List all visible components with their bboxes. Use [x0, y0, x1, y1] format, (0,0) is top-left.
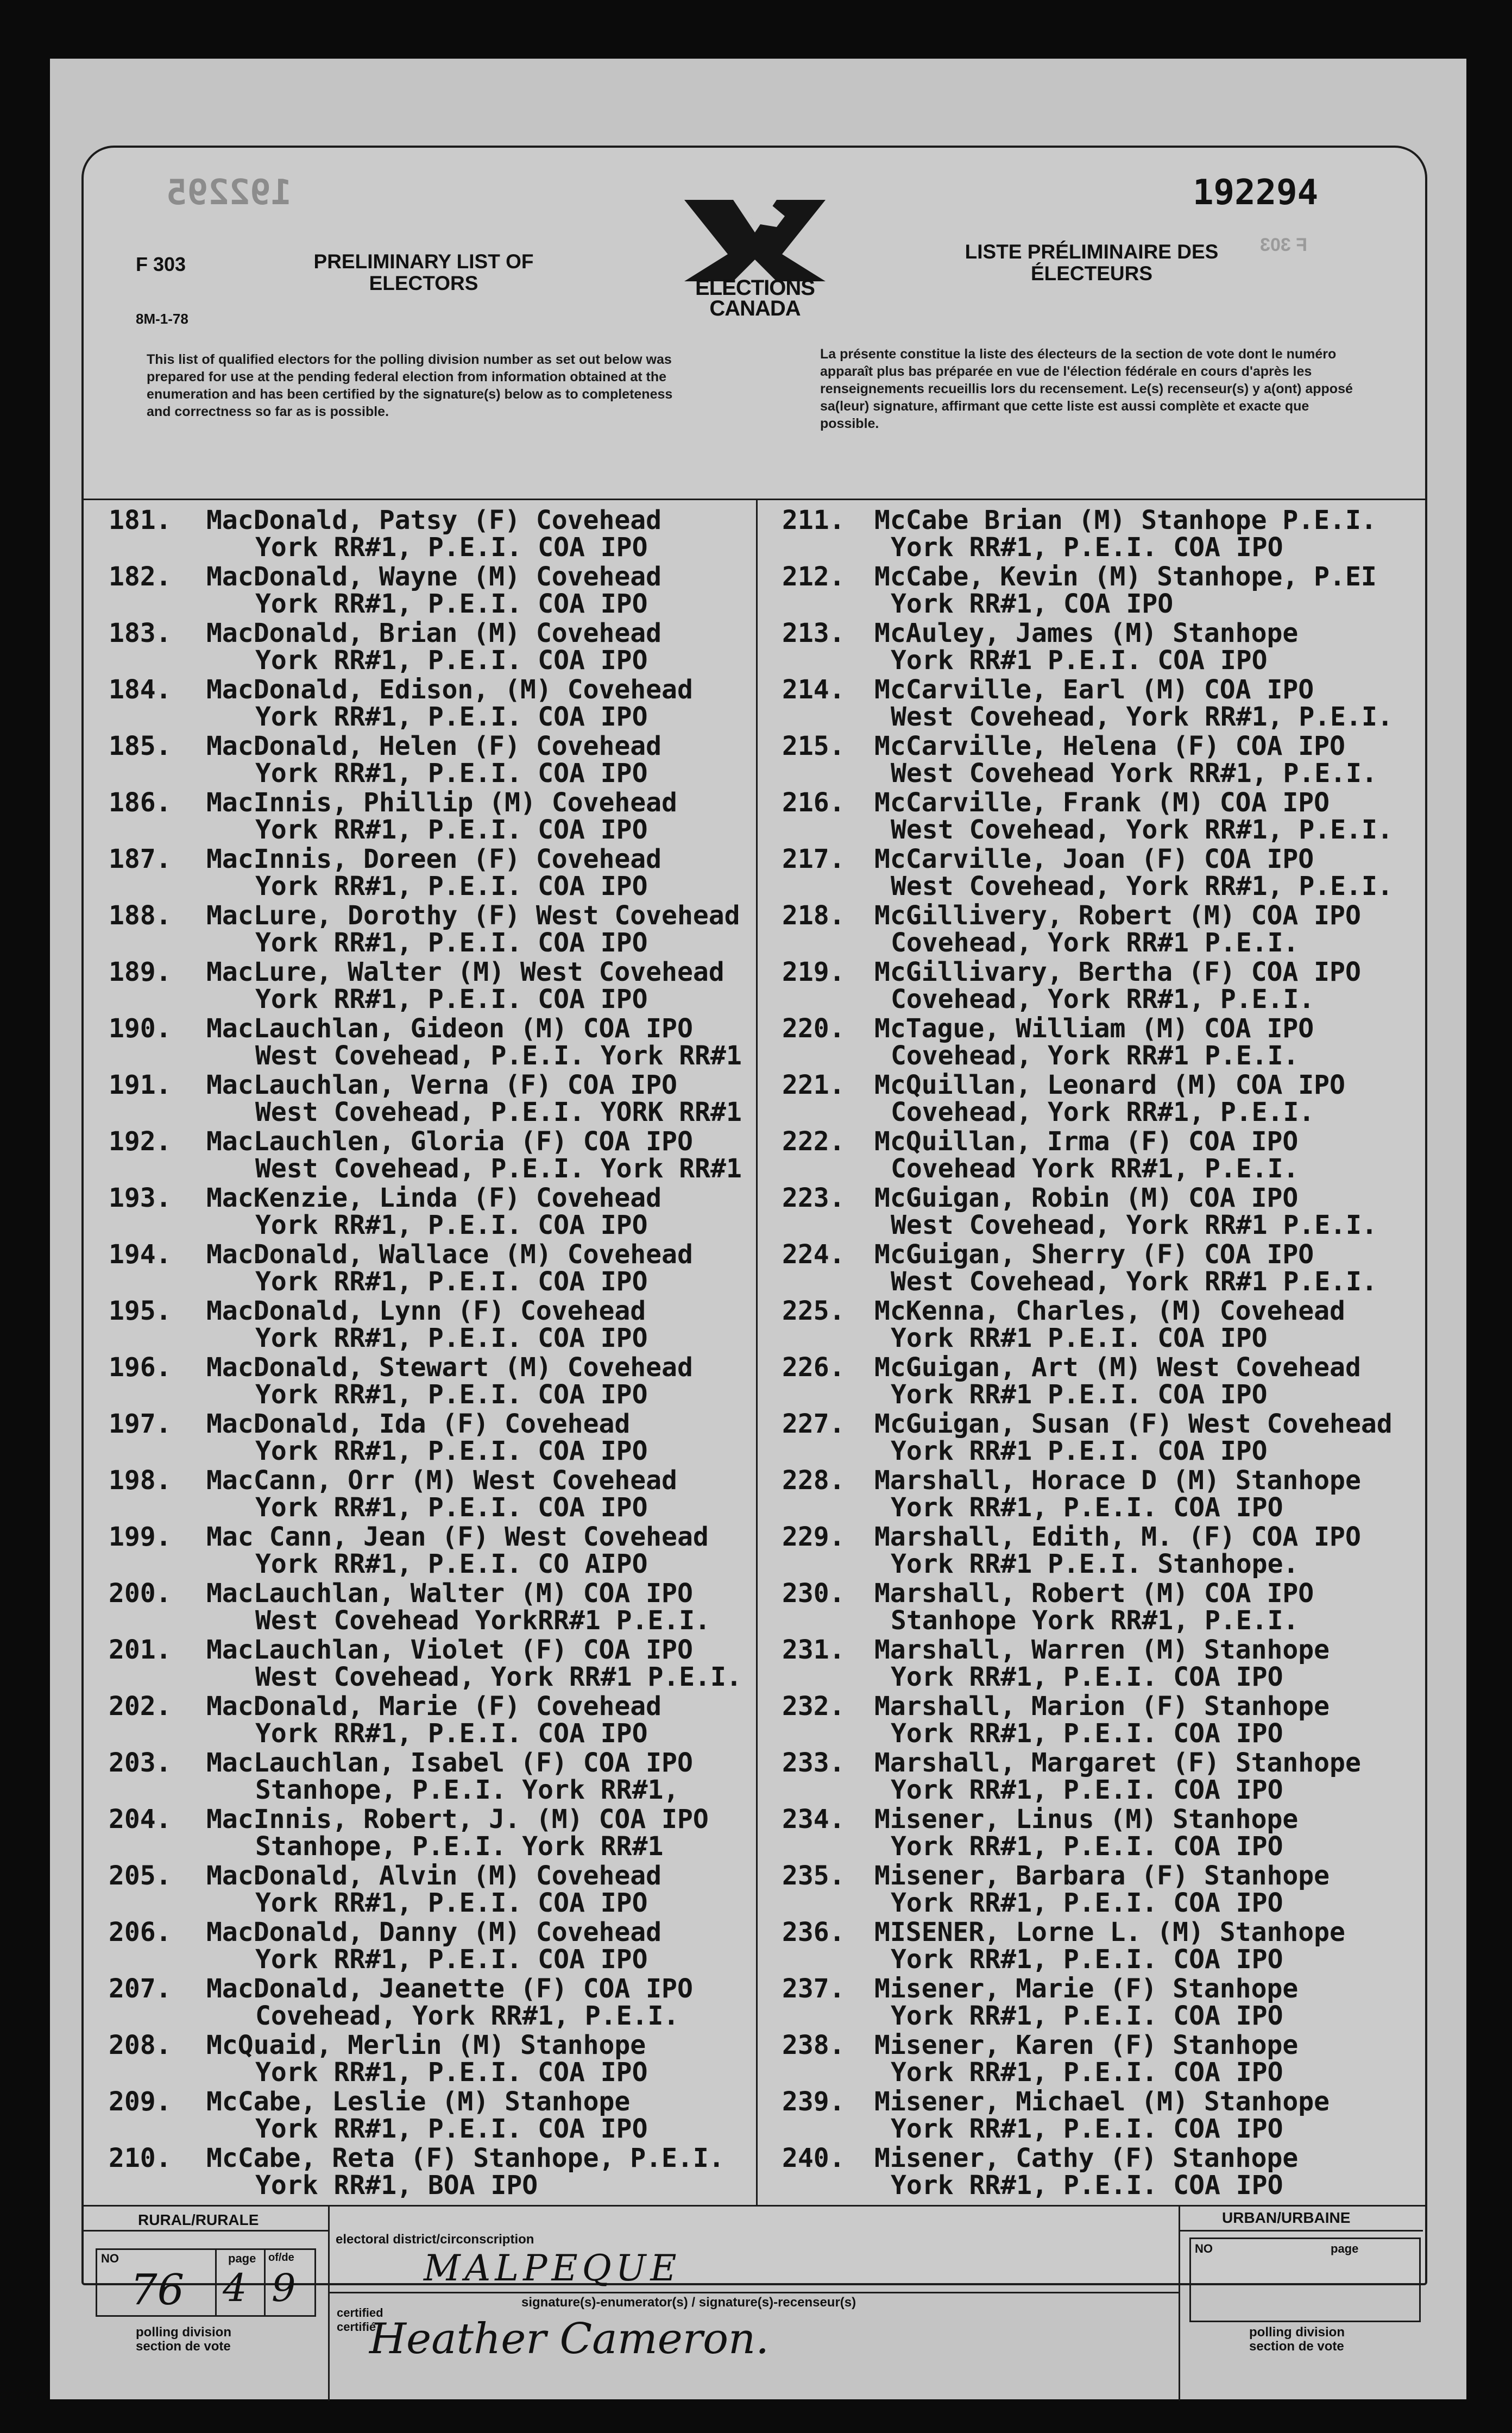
elector-number: 238.: [782, 2030, 845, 2060]
elector-number: 237.: [782, 1974, 845, 2004]
elector-address-line: York RR#1, P.E.I. COA IPO: [255, 815, 648, 845]
elector-name-line: McGuigan, Sherry (F) COA IPO: [874, 1239, 1314, 1270]
elector-name-line: MacKenzie, Linda (F) Covehead: [206, 1183, 662, 1213]
rural-divider: [84, 2230, 328, 2232]
elector-name-line: MacDonald, Alvin (M) Covehead: [206, 1861, 662, 1891]
form-code: F 303: [136, 253, 186, 275]
elector-address-line: York RR#1, P.E.I. COA IPO: [255, 589, 648, 619]
intro-english: This list of qualified electors for the polling division number as set out below was prepared for use at the pending federal election from information obtained at the enumeration and has been certified by the signature(s) below as to completeness and correctness so far as is possible.: [147, 352, 673, 419]
elector-number: 217.: [782, 844, 845, 874]
elector-number: 236.: [782, 1917, 845, 1947]
elector-name-line: MacDonald, Ida (F) Covehead: [206, 1409, 631, 1439]
elector-number: 183.: [109, 618, 172, 648]
elector-number: 225.: [782, 1296, 845, 1326]
elector-address-line: York RR#1, BOA IPO: [255, 2170, 538, 2201]
elector-address-line: West Covehead, P.E.I. YORK RR#1: [255, 1097, 742, 1127]
elector-address-line: York RR#1, P.E.I. CO AIPO: [255, 1549, 648, 1579]
elector-number: 211.: [782, 505, 845, 535]
elector-address-line: York RR#1, COA IPO: [891, 589, 1174, 619]
elector-name-line: MacLauchlan, Violet (F) COA IPO: [206, 1635, 693, 1665]
elector-number: 203.: [109, 1748, 172, 1778]
elector-name-line: McGuigan, Susan (F) West Covehead: [874, 1409, 1393, 1439]
serial-number: 192294: [1193, 173, 1319, 213]
elector-address-line: York RR#1, P.E.I. COA IPO: [255, 928, 648, 958]
elector-name-line: Misener, Linus (M) Stanhope: [874, 1804, 1299, 1835]
elector-name-line: McCarville, Frank (M) COA IPO: [874, 787, 1330, 818]
elector-name-line: MacDonald, Marie (F) Covehead: [206, 1691, 662, 1722]
elector-name-line: Misener, Cathy (F) Stanhope: [874, 2143, 1299, 2173]
elector-address-line: York RR#1, P.E.I. COA IPO: [891, 1662, 1283, 1692]
elector-number: 201.: [109, 1635, 172, 1665]
elector-number: 220.: [782, 1013, 845, 1044]
elector-name-line: McGuigan, Robin (M) COA IPO: [874, 1183, 1299, 1213]
elector-name-line: MacLauchlen, Gloria (F) COA IPO: [206, 1126, 693, 1157]
elector-address-line: York RR#1, P.E.I. COA IPO: [891, 2170, 1283, 2201]
page-box-divider: [264, 2248, 266, 2317]
elector-name-line: McCarville, Earl (M) COA IPO: [874, 675, 1314, 705]
ghost-form-code: F 303: [1260, 235, 1307, 255]
elector-number: 239.: [782, 2087, 845, 2117]
elector-name-line: MacLauchlan, Gideon (M) COA IPO: [206, 1013, 693, 1044]
elector-address-line: York RR#1, P.E.I. COA IPO: [255, 1944, 648, 1975]
elector-number: 190.: [109, 1013, 172, 1044]
elector-address-line: York RR#1 P.E.I. COA IPO: [891, 1323, 1268, 1353]
elector-number: 223.: [782, 1183, 845, 1213]
elector-number: 197.: [109, 1409, 172, 1439]
elector-address-line: York RR#1, P.E.I. COA IPO: [255, 532, 648, 563]
page-number: 4: [223, 2266, 247, 2310]
elector-number: 189.: [109, 957, 172, 987]
elector-number: 185.: [109, 731, 172, 761]
elector-address-line: York RR#1 P.E.I. Stanhope.: [891, 1549, 1299, 1579]
elector-name-line: MacDonald, Wayne (M) Covehead: [206, 562, 662, 592]
elector-address-line: Covehead, York RR#1 P.E.I.: [891, 928, 1299, 958]
elector-address-line: York RR#1, P.E.I. COA IPO: [891, 1944, 1283, 1975]
page-of-label: of/de: [268, 2252, 294, 2264]
elector-address-line: York RR#1, P.E.I. COA IPO: [255, 702, 648, 732]
elector-name-line: MacDonald, Patsy (F) Covehead: [206, 505, 662, 535]
elector-name-line: MISENER, Lorne L. (M) Stanhope: [874, 1917, 1345, 1947]
elector-number: 198.: [109, 1465, 172, 1496]
elector-address-line: York RR#1, P.E.I. COA IPO: [255, 871, 648, 902]
urban-number-box: [1189, 2237, 1421, 2322]
elector-address-line: York RR#1, P.E.I. COA IPO: [255, 1492, 648, 1523]
elector-address-line: York RR#1 P.E.I. COA IPO: [891, 645, 1268, 676]
elector-name-line: McCarville, Joan (F) COA IPO: [874, 844, 1314, 874]
elector-name-line: McQuillan, Irma (F) COA IPO: [874, 1126, 1299, 1157]
elector-name-line: McGillivary, Bertha (F) COA IPO: [874, 957, 1361, 987]
elector-number: 215.: [782, 731, 845, 761]
elector-address-line: York RR#1, P.E.I. COA IPO: [891, 2114, 1283, 2144]
elector-name-line: McCabe, Reta (F) Stanhope, P.E.I.: [206, 2143, 724, 2173]
elector-address-line: West Covehead, York RR#1, P.E.I.: [891, 702, 1393, 732]
elector-name-line: Marshall, Robert (M) COA IPO: [874, 1578, 1314, 1609]
elector-address-line: York RR#1, P.E.I. COA IPO: [255, 2057, 648, 2088]
elector-name-line: Misener, Karen (F) Stanhope: [874, 2030, 1299, 2060]
certified-en: certified: [337, 2306, 383, 2319]
elector-name-line: MacDonald, Helen (F) Covehead: [206, 731, 662, 761]
urban-divider: [1179, 2230, 1423, 2232]
elector-address-line: York RR#1, P.E.I. COA IPO: [891, 532, 1283, 563]
elector-number: 231.: [782, 1635, 845, 1665]
elector-address-line: York RR#1, P.E.I. COA IPO: [891, 1718, 1283, 1749]
elector-address-line: York RR#1, P.E.I. COA IPO: [891, 2057, 1283, 2088]
urban-no-label: NO: [1195, 2242, 1213, 2255]
elector-name-line: McGillivery, Robert (M) COA IPO: [874, 900, 1361, 931]
elector-name-line: MacDonald, Danny (M) Covehead: [206, 1917, 662, 1947]
elector-address-line: York RR#1, P.E.I. COA IPO: [891, 2001, 1283, 2031]
elector-name-line: Marshall, Warren (M) Stanhope: [874, 1635, 1330, 1665]
elector-name-line: MacLauchlan, Isabel (F) COA IPO: [206, 1748, 693, 1778]
enumerator-signature: Heather Cameron.: [369, 2315, 770, 2363]
elections-canada-logo: [673, 194, 836, 319]
elector-number: 196.: [109, 1352, 172, 1383]
elector-name-line: McQuillan, Leonard (M) COA IPO: [874, 1070, 1345, 1100]
polling-no-label: NO: [101, 2252, 119, 2265]
form-revision: 8M-1-78: [136, 311, 188, 327]
elector-number: 213.: [782, 618, 845, 648]
footer-left-divider: [328, 2206, 330, 2400]
elector-number: 221.: [782, 1070, 845, 1100]
elector-name-line: MacDonald, Brian (M) Covehead: [206, 618, 662, 648]
elector-address-line: York RR#1 P.E.I. COA IPO: [891, 1436, 1268, 1466]
signature-label: signature(s)-enumerator(s) / signature(s)-recenseur(s): [521, 2295, 856, 2310]
elector-address-line: York RR#1, P.E.I. COA IPO: [891, 1492, 1283, 1523]
elector-address-line: York RR#1, P.E.I. COA IPO: [255, 1436, 648, 1466]
elector-name-line: MacInnis, Doreen (F) Covehead: [206, 844, 662, 874]
elector-number: 205.: [109, 1861, 172, 1891]
elector-number: 181.: [109, 505, 172, 535]
elector-name-line: MacInnis, Robert, J. (M) COA IPO: [206, 1804, 709, 1835]
elector-address-line: Stanhope, P.E.I. York RR#1: [255, 1831, 664, 1862]
elector-address-line: York RR#1, P.E.I. COA IPO: [255, 1379, 648, 1410]
elector-number: 234.: [782, 1804, 845, 1835]
elector-name-line: MacDonald, Stewart (M) Covehead: [206, 1352, 693, 1383]
elector-number: 191.: [109, 1070, 172, 1100]
elector-name-line: McGuigan, Art (M) West Covehead: [874, 1352, 1361, 1383]
elector-name-line: MacLure, Walter (M) West Covehead: [206, 957, 724, 987]
elector-number: 233.: [782, 1748, 845, 1778]
elector-address-line: West Covehead, York RR#1 P.E.I.: [891, 1266, 1377, 1297]
rural-label: RURAL/RURALE: [138, 2211, 259, 2228]
elector-number: 199.: [109, 1522, 172, 1552]
elector-name-line: Misener, Barbara (F) Stanhope: [874, 1861, 1330, 1891]
footer-divider: [84, 2205, 1425, 2207]
elector-name-line: Misener, Michael (M) Stanhope: [874, 2087, 1330, 2117]
elector-address-line: West Covehead, York RR#1, P.E.I.: [891, 871, 1393, 902]
agency-name-en: ELECTIONS: [695, 276, 815, 300]
elector-number: 206.: [109, 1917, 172, 1947]
elector-address-line: York RR#1, P.E.I. COA IPO: [255, 645, 648, 676]
district-value: MALPEQUE: [424, 2247, 681, 2289]
elector-address-line: York RR#1, P.E.I. COA IPO: [255, 1323, 648, 1353]
elector-number: 230.: [782, 1578, 845, 1609]
elector-number: 227.: [782, 1409, 845, 1439]
elector-address-line: West Covehead York RR#1, P.E.I.: [891, 758, 1377, 789]
elector-number: 228.: [782, 1465, 845, 1496]
elector-name-line: Marshall, Edith, M. (F) COA IPO: [874, 1522, 1361, 1552]
elector-address-line: Stanhope, P.E.I. York RR#1,: [255, 1775, 679, 1805]
elector-address-line: York RR#1, P.E.I. COA IPO: [255, 1718, 648, 1749]
elector-number: 208.: [109, 2030, 172, 2060]
polling-division-label: polling division section de vote: [136, 2325, 231, 2354]
district-label: electoral district/circonscription: [336, 2232, 534, 2247]
elector-name-line: Mac Cann, Jean (F) West Covehead: [206, 1522, 709, 1552]
elector-number: 195.: [109, 1296, 172, 1326]
elector-number: 182.: [109, 562, 172, 592]
elector-address-line: Covehead, York RR#1, P.E.I.: [891, 984, 1315, 1014]
page-total: 9: [272, 2266, 296, 2310]
elector-address-line: York RR#1 P.E.I. COA IPO: [891, 1379, 1268, 1410]
urban-page-label: page: [1331, 2242, 1359, 2255]
elector-number: 207.: [109, 1974, 172, 2004]
polling-number: 76: [130, 2266, 185, 2315]
elector-address-line: West Covehead, P.E.I. York RR#1: [255, 1154, 742, 1184]
header-divider: [84, 499, 1425, 500]
elector-number: 193.: [109, 1183, 172, 1213]
elector-name-line: McCabe, Leslie (M) Stanhope: [206, 2087, 631, 2117]
elector-number: 218.: [782, 900, 845, 931]
elector-address-line: Covehead, York RR#1, P.E.I.: [891, 1097, 1315, 1127]
elector-name-line: McCabe, Kevin (M) Stanhope, P.EI: [874, 562, 1377, 592]
elector-address-line: York RR#1, P.E.I. COA IPO: [255, 1888, 648, 1918]
elector-name-line: MacDonald, Lynn (F) Covehead: [206, 1296, 646, 1326]
elector-address-line: York RR#1, P.E.I. COA IPO: [891, 1775, 1283, 1805]
elector-address-line: York RR#1, P.E.I. COA IPO: [255, 758, 648, 789]
elector-number: 192.: [109, 1126, 172, 1157]
page-label: page: [228, 2252, 256, 2265]
elector-number: 202.: [109, 1691, 172, 1722]
elector-name-line: MacDonald, Edison, (M) Covehead: [206, 675, 693, 705]
elector-address-line: York RR#1, P.E.I. COA IPO: [891, 1888, 1283, 1918]
footer-right-divider: [1179, 2206, 1180, 2400]
elector-address-line: York RR#1, P.E.I. COA IPO: [891, 1831, 1283, 1862]
elector-address-line: Covehead York RR#1, P.E.I.: [891, 1154, 1299, 1184]
elector-number: 186.: [109, 787, 172, 818]
elector-address-line: York RR#1, P.E.I. COA IPO: [255, 1266, 648, 1297]
elector-name-line: Misener, Marie (F) Stanhope: [874, 1974, 1299, 2004]
elector-name-line: MacLure, Dorothy (F) West Covehead: [206, 900, 740, 931]
elector-name-line: McKenna, Charles, (M) Covehead: [874, 1296, 1345, 1326]
certified-fr: certifié: [337, 2320, 376, 2334]
elector-address-line: York RR#1, P.E.I. COA IPO: [255, 1210, 648, 1240]
elector-name-line: McCabe Brian (M) Stanhope P.E.I.: [874, 505, 1377, 535]
elector-number: 187.: [109, 844, 172, 874]
elector-address-line: West Covehead YorkRR#1 P.E.I.: [255, 1605, 711, 1636]
elector-name-line: McCarville, Helena (F) COA IPO: [874, 731, 1345, 761]
elector-name-line: Marshall, Horace D (M) Stanhope: [874, 1465, 1361, 1496]
elector-number: 219.: [782, 957, 845, 987]
bleed-serial-number: 192295: [166, 173, 292, 213]
elector-name-line: MacLauchlan, Walter (M) COA IPO: [206, 1578, 693, 1609]
elector-number: 224.: [782, 1239, 845, 1270]
elector-name-line: Marshall, Marion (F) Stanhope: [874, 1691, 1330, 1722]
elector-number: 216.: [782, 787, 845, 818]
elector-number: 188.: [109, 900, 172, 931]
elector-number: 222.: [782, 1126, 845, 1157]
elector-name-line: McQuaid, Merlin (M) Stanhope: [206, 2030, 646, 2060]
column-divider: [756, 500, 758, 2205]
elector-number: 184.: [109, 675, 172, 705]
district-underline: [329, 2292, 1179, 2293]
elector-address-line: West Covehead, York RR#1 P.E.I.: [255, 1662, 742, 1692]
elector-number: 214.: [782, 675, 845, 705]
elector-number: 194.: [109, 1239, 172, 1270]
elector-name-line: MacCann, Orr (M) West Covehead: [206, 1465, 677, 1496]
elector-number: 204.: [109, 1804, 172, 1835]
elector-number: 232.: [782, 1691, 845, 1722]
elector-name-line: MacLauchlan, Verna (F) COA IPO: [206, 1070, 677, 1100]
urban-label: URBAN/URBAINE: [1222, 2209, 1351, 2226]
elector-address-line: Stanhope York RR#1, P.E.I.: [891, 1605, 1299, 1636]
title-french: LISTE PRÉLIMINAIRE DES ÉLECTEURS: [965, 241, 1219, 285]
elector-address-line: Covehead, York RR#1 P.E.I.: [891, 1041, 1299, 1071]
elector-number: 240.: [782, 2143, 845, 2173]
elector-number: 212.: [782, 562, 845, 592]
elector-number: 229.: [782, 1522, 845, 1552]
elector-number: 210.: [109, 2143, 172, 2173]
elector-address-line: West Covehead, P.E.I. York RR#1: [255, 1041, 742, 1071]
elector-name-line: MacDonald, Wallace (M) Covehead: [206, 1239, 693, 1270]
elector-name-line: MacDonald, Jeanette (F) COA IPO: [206, 1974, 693, 2004]
title-english: PRELIMINARY LIST OF ELECTORS: [313, 250, 534, 294]
elector-number: 226.: [782, 1352, 845, 1383]
intro-french: La présente constitue la liste des électeurs de la section de vote dont le numéro apparaît plus bas préparée en vue de l'élection fédérale en cours d'après les renseignements recueillis lors du recensement. Le(s) recenseur(s) y a(ont) apposé sa(leur) signature, affirmant que cette liste est aussi complète et exacte que possible.: [820, 346, 1353, 431]
polling-box-divider: [215, 2248, 217, 2317]
elector-name-line: McTague, William (M) COA IPO: [874, 1013, 1314, 1044]
elector-name-line: MacInnis, Phillip (M) Covehead: [206, 787, 677, 818]
elector-number: 200.: [109, 1578, 172, 1609]
elector-address-line: York RR#1, P.E.I. COA IPO: [255, 2114, 648, 2144]
agency-name-fr: CANADA: [709, 297, 801, 320]
elector-address-line: West Covehead, York RR#1 P.E.I.: [891, 1210, 1377, 1240]
elector-number: 209.: [109, 2087, 172, 2117]
urban-polling-division-label: polling division section de vote: [1249, 2325, 1345, 2354]
elector-address-line: Covehead, York RR#1, P.E.I.: [255, 2001, 679, 2031]
elector-address-line: West Covehead, York RR#1, P.E.I.: [891, 815, 1393, 845]
elector-address-line: York RR#1, P.E.I. COA IPO: [255, 984, 648, 1014]
elector-name-line: McAuley, James (M) Stanhope: [874, 618, 1299, 648]
elector-name-line: Marshall, Margaret (F) Stanhope: [874, 1748, 1361, 1778]
elector-number: 235.: [782, 1861, 845, 1891]
